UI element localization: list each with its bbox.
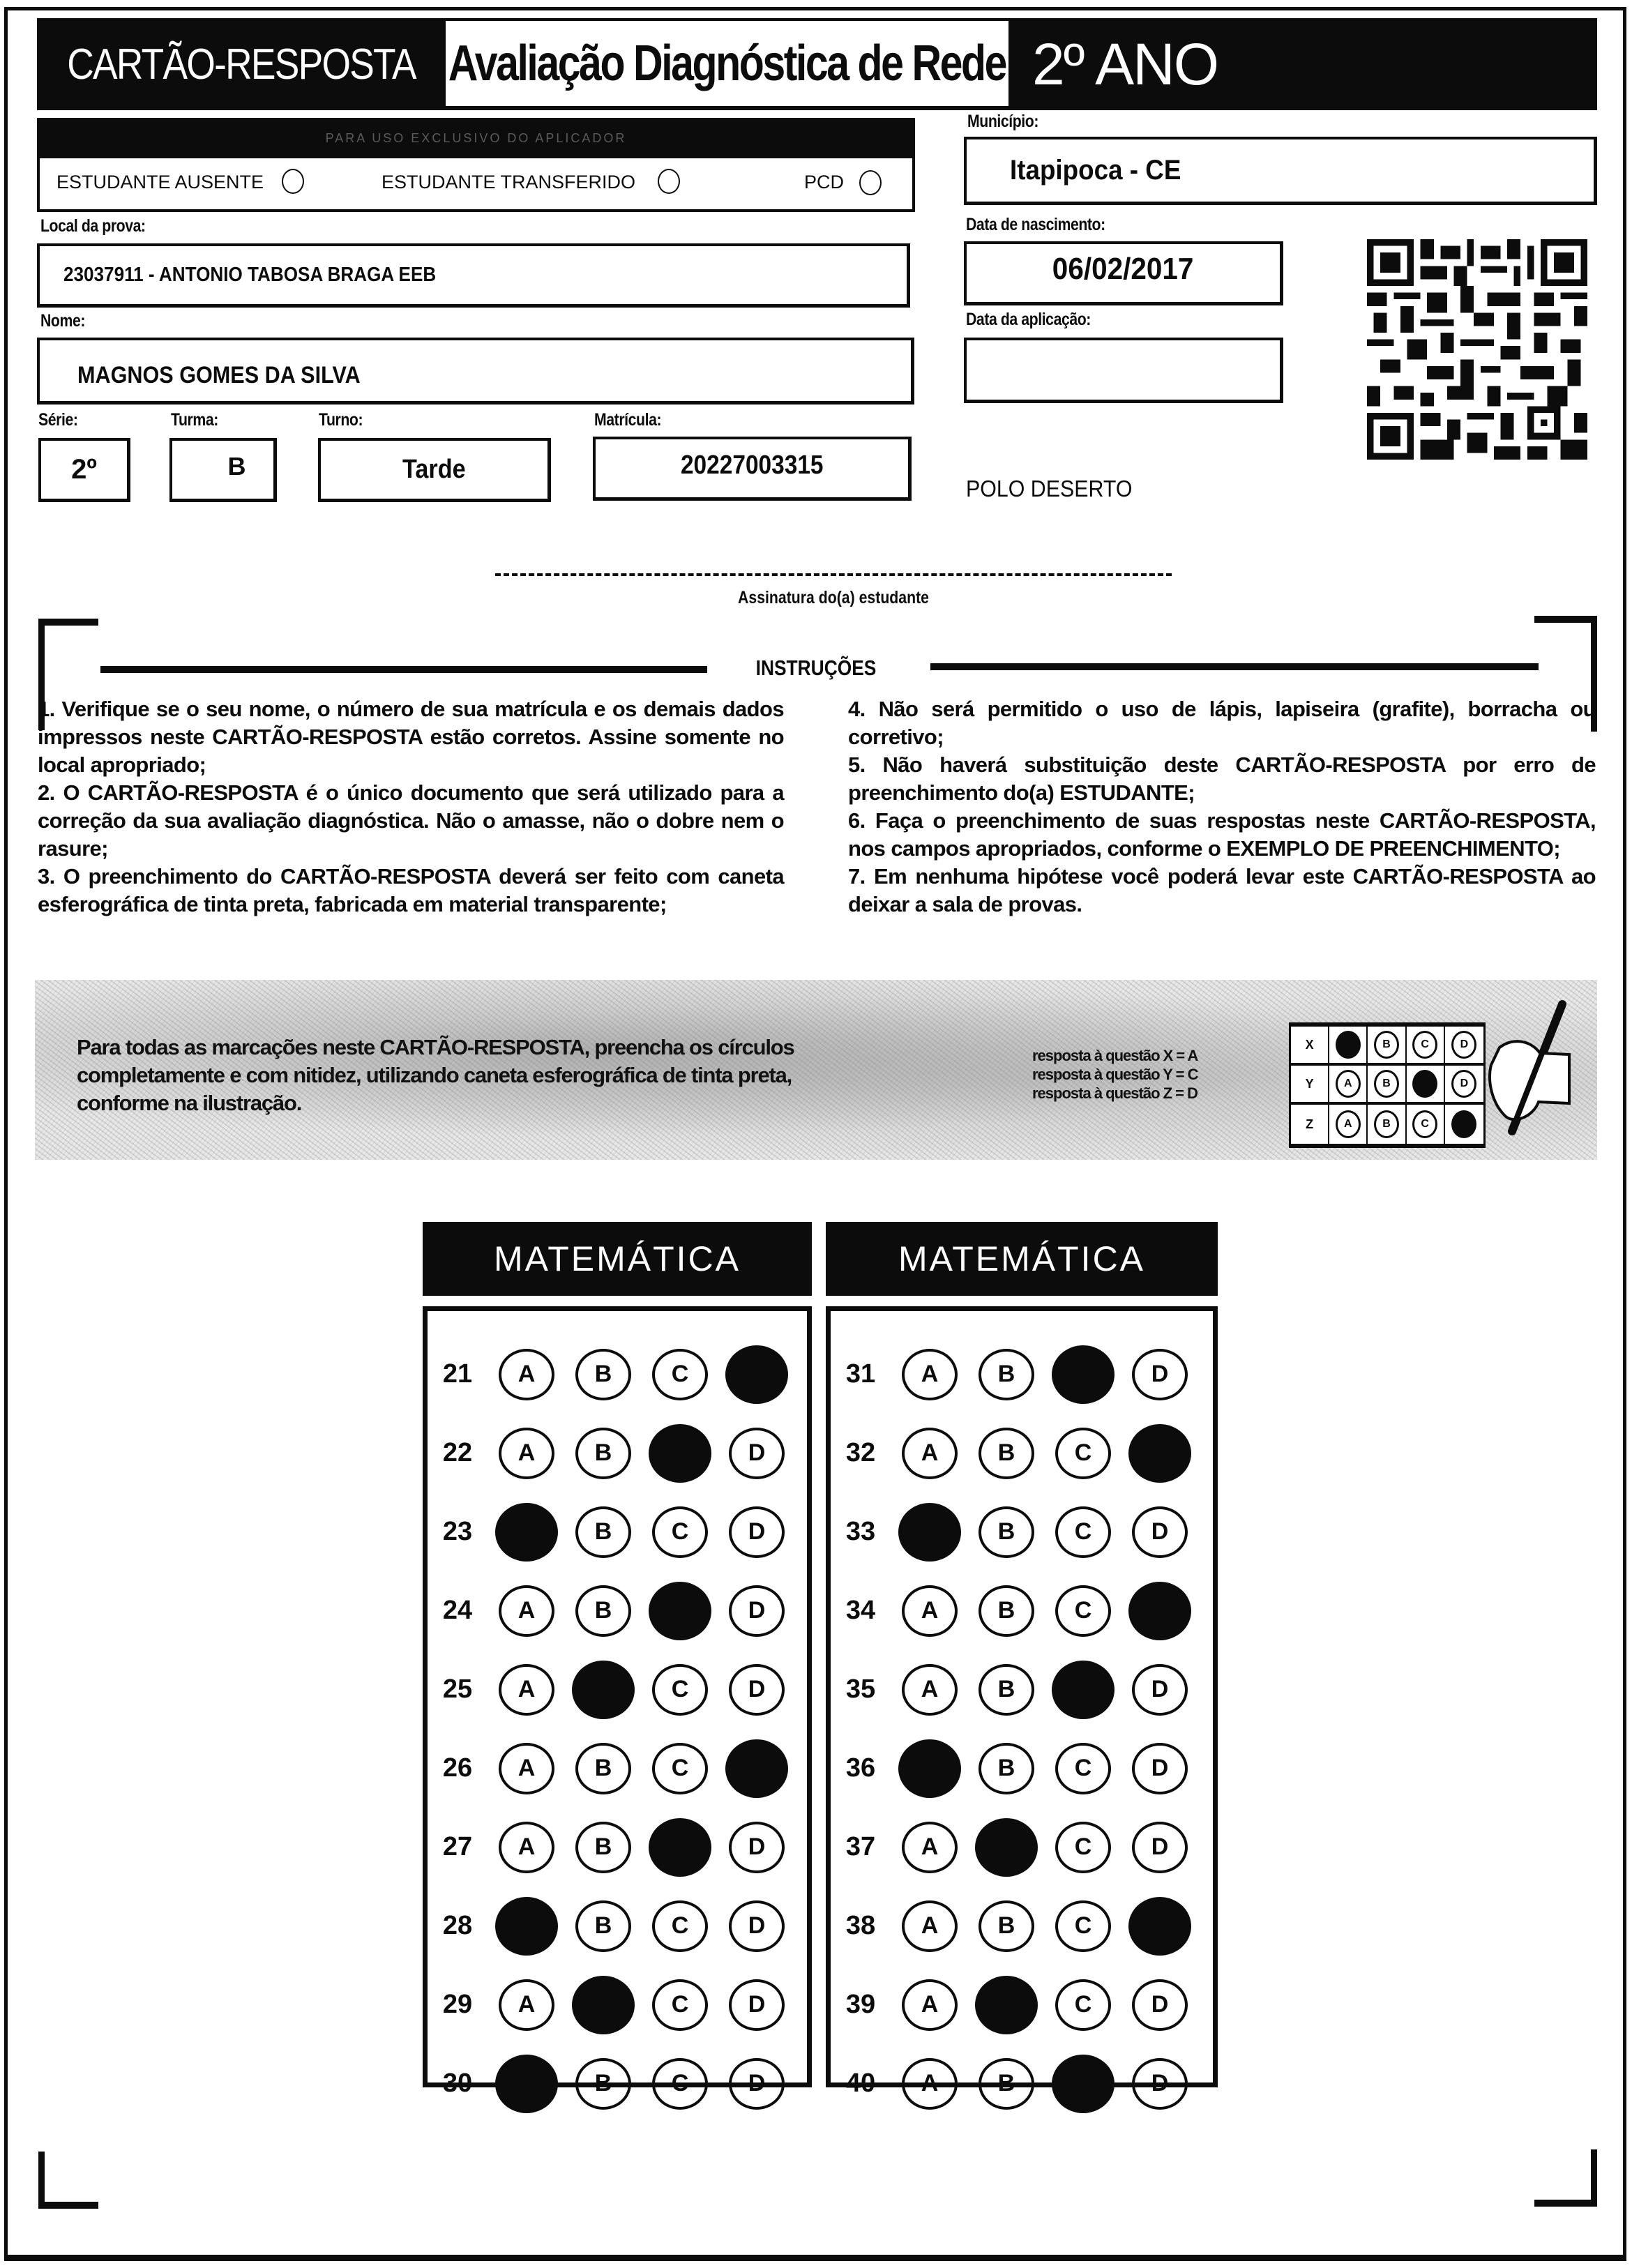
answer-bubble[interactable]: B xyxy=(979,1428,1034,1479)
example-bubble: C xyxy=(1412,1110,1437,1138)
pcd-label: PCD xyxy=(804,172,845,192)
instruction-item: 3. O preenchimento do CARTÃO-RESPOSTA deverá ser feito com caneta esferográfica de tinta preta, fabricada em material transparente; xyxy=(38,864,784,916)
answer-bubble[interactable]: A xyxy=(902,1822,958,1873)
instructions-right-column xyxy=(848,695,1596,918)
example-question: Y xyxy=(1291,1066,1329,1102)
question-row xyxy=(831,1965,1213,2044)
example-question: Z xyxy=(1291,1105,1329,1144)
turno-label: Turno: xyxy=(319,410,363,430)
question-number: 40 xyxy=(845,2069,876,2098)
question-number: 34 xyxy=(845,1596,876,1625)
answer-bubble[interactable]: A xyxy=(499,1349,554,1400)
answer-bubble[interactable]: D xyxy=(1132,2058,1188,2110)
legend-line: resposta à questão Z = D xyxy=(1032,1084,1198,1102)
nome-value: MAGNOS GOMES DA SILVA xyxy=(77,362,361,388)
answer-bubble[interactable]: B xyxy=(979,1506,1034,1558)
answer-bubble[interactable]: B xyxy=(575,1743,631,1794)
nascimento-value: 06/02/2017 xyxy=(1052,251,1194,286)
answer-bubble-filled[interactable] xyxy=(1128,1897,1191,1956)
answer-bubble[interactable]: C xyxy=(1055,1743,1111,1794)
answer-bubble-filled[interactable] xyxy=(649,1818,711,1877)
answer-bubble-filled[interactable] xyxy=(572,1661,635,1719)
municipio-field xyxy=(964,137,1597,205)
question-number: 24 xyxy=(442,1596,473,1625)
answer-bubble[interactable]: D xyxy=(729,1900,785,1952)
question-number: 28 xyxy=(442,1911,473,1940)
aplicacao-field[interactable] xyxy=(964,338,1283,403)
answer-bubble[interactable]: C xyxy=(652,1664,708,1716)
signature-label: Assinatura do(a) estudante xyxy=(738,588,929,607)
fill-example-grid xyxy=(1289,1022,1486,1148)
instruction-item: 6. Faça o preenchimento de suas respostas neste CARTÃO-RESPOSTA, nos campos apropriados, conforme o EXEMPLO DE PREENCHIMENTO; xyxy=(848,808,1596,861)
card-title: CARTÃO-RESPOSTA xyxy=(67,40,416,89)
question-row xyxy=(831,1414,1213,1492)
answer-bubble[interactable]: A xyxy=(499,1428,554,1479)
question-row xyxy=(428,1808,807,1887)
instruction-item: 1. Verifique se o seu nome, o número de sua matrícula e os demais dados impressos neste CARTÃO-RESPOSTA estão corretos. Assine somente no local apropriado; xyxy=(38,697,784,777)
answer-bubble[interactable]: B xyxy=(979,1900,1034,1952)
example-bubble-filled xyxy=(1412,1070,1437,1098)
matricula-value: 20227003315 xyxy=(680,451,824,480)
question-row xyxy=(831,1729,1213,1808)
answer-bubble-filled[interactable] xyxy=(725,1739,788,1798)
answer-bubble-filled[interactable] xyxy=(975,1818,1038,1877)
answer-bubble[interactable]: B xyxy=(979,1664,1034,1716)
answer-bubble-filled[interactable] xyxy=(1052,2055,1115,2113)
question-row xyxy=(831,1808,1213,1887)
answer-bubble[interactable]: D xyxy=(729,2058,785,2110)
answer-bubble[interactable]: D xyxy=(729,1822,785,1873)
answer-bubble-filled[interactable] xyxy=(898,1739,961,1798)
question-row xyxy=(428,1965,807,2044)
example-bubble: D xyxy=(1451,1031,1476,1059)
answer-bubble[interactable]: A xyxy=(902,1979,958,2031)
answer-bubble[interactable]: D xyxy=(729,1979,785,2031)
answer-bubble-filled[interactable] xyxy=(495,1897,558,1956)
answer-bubble[interactable]: B xyxy=(575,1428,631,1479)
answer-bubble[interactable]: D xyxy=(1132,1822,1188,1873)
answer-bubble[interactable]: B xyxy=(575,1585,631,1637)
answer-grid-right xyxy=(826,1306,1218,2098)
question-number: 32 xyxy=(845,1438,876,1467)
legend-line: resposta à questão Y = C xyxy=(1032,1066,1198,1083)
answer-bubble-filled[interactable] xyxy=(495,2055,558,2113)
nome-label: Nome: xyxy=(40,311,86,331)
answer-bubble[interactable]: B xyxy=(575,1900,631,1952)
answer-bubble[interactable]: B xyxy=(575,1506,631,1558)
grade-title: 2º ANO xyxy=(1032,31,1218,97)
matricula-field xyxy=(593,437,912,501)
subject-header-left: MATEMÁTICA xyxy=(423,1222,812,1296)
answer-bubble[interactable]: B xyxy=(575,2058,631,2110)
answer-bubble[interactable]: A xyxy=(902,1428,958,1479)
signature-line[interactable] xyxy=(495,573,1172,576)
question-number: 26 xyxy=(442,1753,473,1783)
transferred-label: ESTUDANTE TRANSFERIDO xyxy=(381,172,636,192)
polo-text: POLO DESERTO xyxy=(966,476,1133,501)
applicator-strip xyxy=(37,118,915,158)
corner-mark-bottom-right xyxy=(1534,2149,1597,2207)
nascimento-field xyxy=(964,241,1283,305)
corner-mark-bottom-left xyxy=(38,2152,98,2209)
nome-field xyxy=(37,338,914,405)
answer-bubble[interactable]: D xyxy=(1132,1664,1188,1716)
answer-bubble-filled[interactable] xyxy=(1052,1661,1115,1719)
example-bubble: B xyxy=(1374,1031,1399,1059)
applicator-strip-text: PARA USO EXCLUSIVO DO APLICADOR xyxy=(325,130,627,145)
answer-bubble[interactable]: D xyxy=(1132,1349,1188,1400)
transferred-bubble[interactable] xyxy=(658,169,680,194)
question-number: 21 xyxy=(442,1359,473,1389)
answer-bubble[interactable]: C xyxy=(652,1979,708,2031)
fill-example-legend xyxy=(1032,1046,1197,1103)
aplicacao-label: Data da aplicação: xyxy=(966,310,1091,329)
instruction-item: 2. O CARTÃO-RESPOSTA é o único documento que será utilizado para a correção da sua avaliação diagnóstica. Não o amasse, não o dobre nem o rasure; xyxy=(38,780,784,861)
answer-bubble[interactable]: A xyxy=(499,1822,554,1873)
example-question: X xyxy=(1291,1027,1329,1063)
example-bubble: A xyxy=(1336,1070,1361,1098)
example-bubble-filled xyxy=(1336,1031,1361,1059)
instruction-item: 4. Não será permitido o uso de lápis, lapiseira (grafite), borracha ou corretivo; xyxy=(848,697,1596,749)
answer-bubble-filled[interactable] xyxy=(898,1503,961,1562)
answer-bubble-filled[interactable] xyxy=(1052,1345,1115,1404)
serie-value: 2º xyxy=(71,454,97,485)
answer-bubble[interactable]: A xyxy=(499,1979,554,2031)
exam-title: Avaliação Diagnóstica de Rede xyxy=(448,36,1006,91)
local-label: Local da prova: xyxy=(40,216,146,236)
instructions-rule-left xyxy=(100,666,707,673)
answer-bubble[interactable]: A xyxy=(902,1349,958,1400)
answer-bubble[interactable]: B xyxy=(979,2058,1034,2110)
question-number: 25 xyxy=(442,1674,473,1704)
question-number: 29 xyxy=(442,1990,473,2019)
municipio-value: Itapipoca - CE xyxy=(1010,155,1181,186)
nascimento-label: Data de nascimento: xyxy=(966,215,1105,234)
pcd-bubble[interactable] xyxy=(859,170,882,195)
answer-bubble[interactable]: C xyxy=(652,1900,708,1952)
answer-bubble[interactable]: A xyxy=(499,1664,554,1716)
fill-example-text: Para todas as marcações neste CARTÃO-RESPOSTA, preencha os círculos completamente e com nitidez, utilizando caneta esferográfica de tinta preta, conforme na ilustração. xyxy=(77,1035,794,1115)
instruction-item: 7. Em nenhuma hipótese você poderá levar este CARTÃO-RESPOSTA ao deixar a sala de provas. xyxy=(848,864,1596,916)
question-number: 23 xyxy=(442,1517,473,1546)
answer-bubble-filled[interactable] xyxy=(649,1582,711,1640)
instructions-left-column xyxy=(38,695,784,918)
exam-title-box xyxy=(446,21,1008,106)
answer-bubble[interactable]: C xyxy=(1055,1979,1111,2031)
answer-bubble-filled[interactable] xyxy=(725,1345,788,1404)
answer-bubble[interactable]: C xyxy=(1055,1900,1111,1952)
example-bubble: B xyxy=(1374,1110,1399,1138)
question-row xyxy=(428,1414,807,1492)
answer-bubble[interactable]: C xyxy=(652,1506,708,1558)
answer-bubble[interactable]: C xyxy=(1055,1585,1111,1637)
question-number: 27 xyxy=(442,1832,473,1861)
question-row xyxy=(428,1887,807,1965)
question-row xyxy=(831,1571,1213,1650)
example-bubble: B xyxy=(1374,1070,1399,1098)
question-row xyxy=(428,2044,807,2123)
question-number: 39 xyxy=(845,1990,876,2019)
turno-field xyxy=(318,438,551,502)
answer-bubble[interactable]: A xyxy=(499,1585,554,1637)
question-row xyxy=(831,2044,1213,2123)
answer-bubble[interactable]: D xyxy=(729,1428,785,1479)
answer-bubble[interactable]: B xyxy=(979,1585,1034,1637)
question-number: 37 xyxy=(845,1832,876,1861)
question-row xyxy=(428,1729,807,1808)
subject-header-right: MATEMÁTICA xyxy=(826,1222,1218,1296)
question-row xyxy=(428,1335,807,1414)
question-number: 31 xyxy=(845,1359,876,1389)
answer-bubble-filled[interactable] xyxy=(649,1424,711,1483)
serie-label: Série: xyxy=(38,410,78,430)
example-row xyxy=(1291,1105,1483,1144)
qr-code-icon xyxy=(1367,239,1587,460)
question-number: 35 xyxy=(845,1674,876,1704)
example-row xyxy=(1291,1066,1483,1105)
question-row xyxy=(428,1571,807,1650)
answer-bubble[interactable]: B xyxy=(979,1743,1034,1794)
question-number: 33 xyxy=(845,1517,876,1546)
answer-bubble-filled[interactable] xyxy=(495,1503,558,1562)
instructions-rule-right xyxy=(930,663,1539,670)
answer-bubble-filled[interactable] xyxy=(1128,1582,1191,1640)
answer-bubble[interactable]: C xyxy=(652,2058,708,2110)
municipio-label: Município: xyxy=(967,112,1038,131)
question-row xyxy=(428,1492,807,1571)
question-number: 30 xyxy=(442,2069,473,2098)
instruction-item: 5. Não haverá substituição deste CARTÃO-RESPOSTA por erro de preenchimento do(a) ESTUDANTE; xyxy=(848,753,1596,805)
answer-bubble[interactable]: C xyxy=(1055,1428,1111,1479)
turno-value: Tarde xyxy=(402,455,466,484)
answer-bubble[interactable]: B xyxy=(979,1349,1034,1400)
answer-bubble[interactable]: B xyxy=(575,1349,631,1400)
hand-pen-illustration-icon xyxy=(1472,999,1576,1145)
absent-label: ESTUDANTE AUSENTE xyxy=(56,172,264,192)
example-bubble: C xyxy=(1412,1031,1437,1059)
turma-value: B xyxy=(227,451,246,481)
example-row xyxy=(1291,1027,1483,1066)
attendance-box xyxy=(37,156,915,212)
answer-bubble[interactable]: A xyxy=(499,1743,554,1794)
answer-bubble[interactable]: D xyxy=(729,1664,785,1716)
answer-bubble[interactable]: D xyxy=(729,1506,785,1558)
answer-bubble[interactable]: C xyxy=(1055,1506,1111,1558)
answer-bubble[interactable]: A xyxy=(902,1664,958,1716)
absent-bubble[interactable] xyxy=(282,169,304,194)
answer-bubble[interactable]: D xyxy=(729,1585,785,1637)
answer-bubble[interactable]: B xyxy=(575,1822,631,1873)
example-bubble: D xyxy=(1451,1070,1476,1098)
matricula-label: Matrícula: xyxy=(594,410,662,430)
answer-bubble[interactable]: D xyxy=(1132,1743,1188,1794)
legend-line: resposta à questão X = A xyxy=(1032,1047,1198,1064)
answer-bubble-filled[interactable] xyxy=(1128,1424,1191,1483)
answer-bubble-filled[interactable] xyxy=(572,1976,635,2034)
question-number: 36 xyxy=(845,1753,876,1783)
answer-bubble[interactable]: C xyxy=(652,1743,708,1794)
question-number: 38 xyxy=(845,1911,876,1940)
local-value: 23037911 - ANTONIO TABOSA BRAGA EEB xyxy=(63,264,437,286)
question-row xyxy=(831,1335,1213,1414)
answer-bubble[interactable]: A xyxy=(902,1585,958,1637)
answer-bubble[interactable]: A xyxy=(902,2058,958,2110)
question-row xyxy=(831,1492,1213,1571)
answer-bubble[interactable]: A xyxy=(902,1900,958,1952)
question-row xyxy=(428,1650,807,1729)
serie-field xyxy=(38,438,130,502)
turma-label: Turma: xyxy=(171,410,218,430)
local-field xyxy=(37,243,910,308)
answer-bubble[interactable]: C xyxy=(1055,1822,1111,1873)
answer-bubble[interactable]: D xyxy=(1132,1979,1188,2031)
question-row xyxy=(831,1650,1213,1729)
question-row xyxy=(831,1887,1213,1965)
example-bubble: A xyxy=(1336,1110,1361,1138)
turma-field xyxy=(169,438,277,502)
answer-bubble[interactable]: D xyxy=(1132,1506,1188,1558)
question-number: 22 xyxy=(442,1438,473,1467)
answer-grid-left xyxy=(423,1306,812,2098)
instructions-title: INSTRUÇÕES xyxy=(755,656,877,680)
answer-bubble[interactable]: C xyxy=(652,1349,708,1400)
answer-bubble-filled[interactable] xyxy=(975,1976,1038,2034)
